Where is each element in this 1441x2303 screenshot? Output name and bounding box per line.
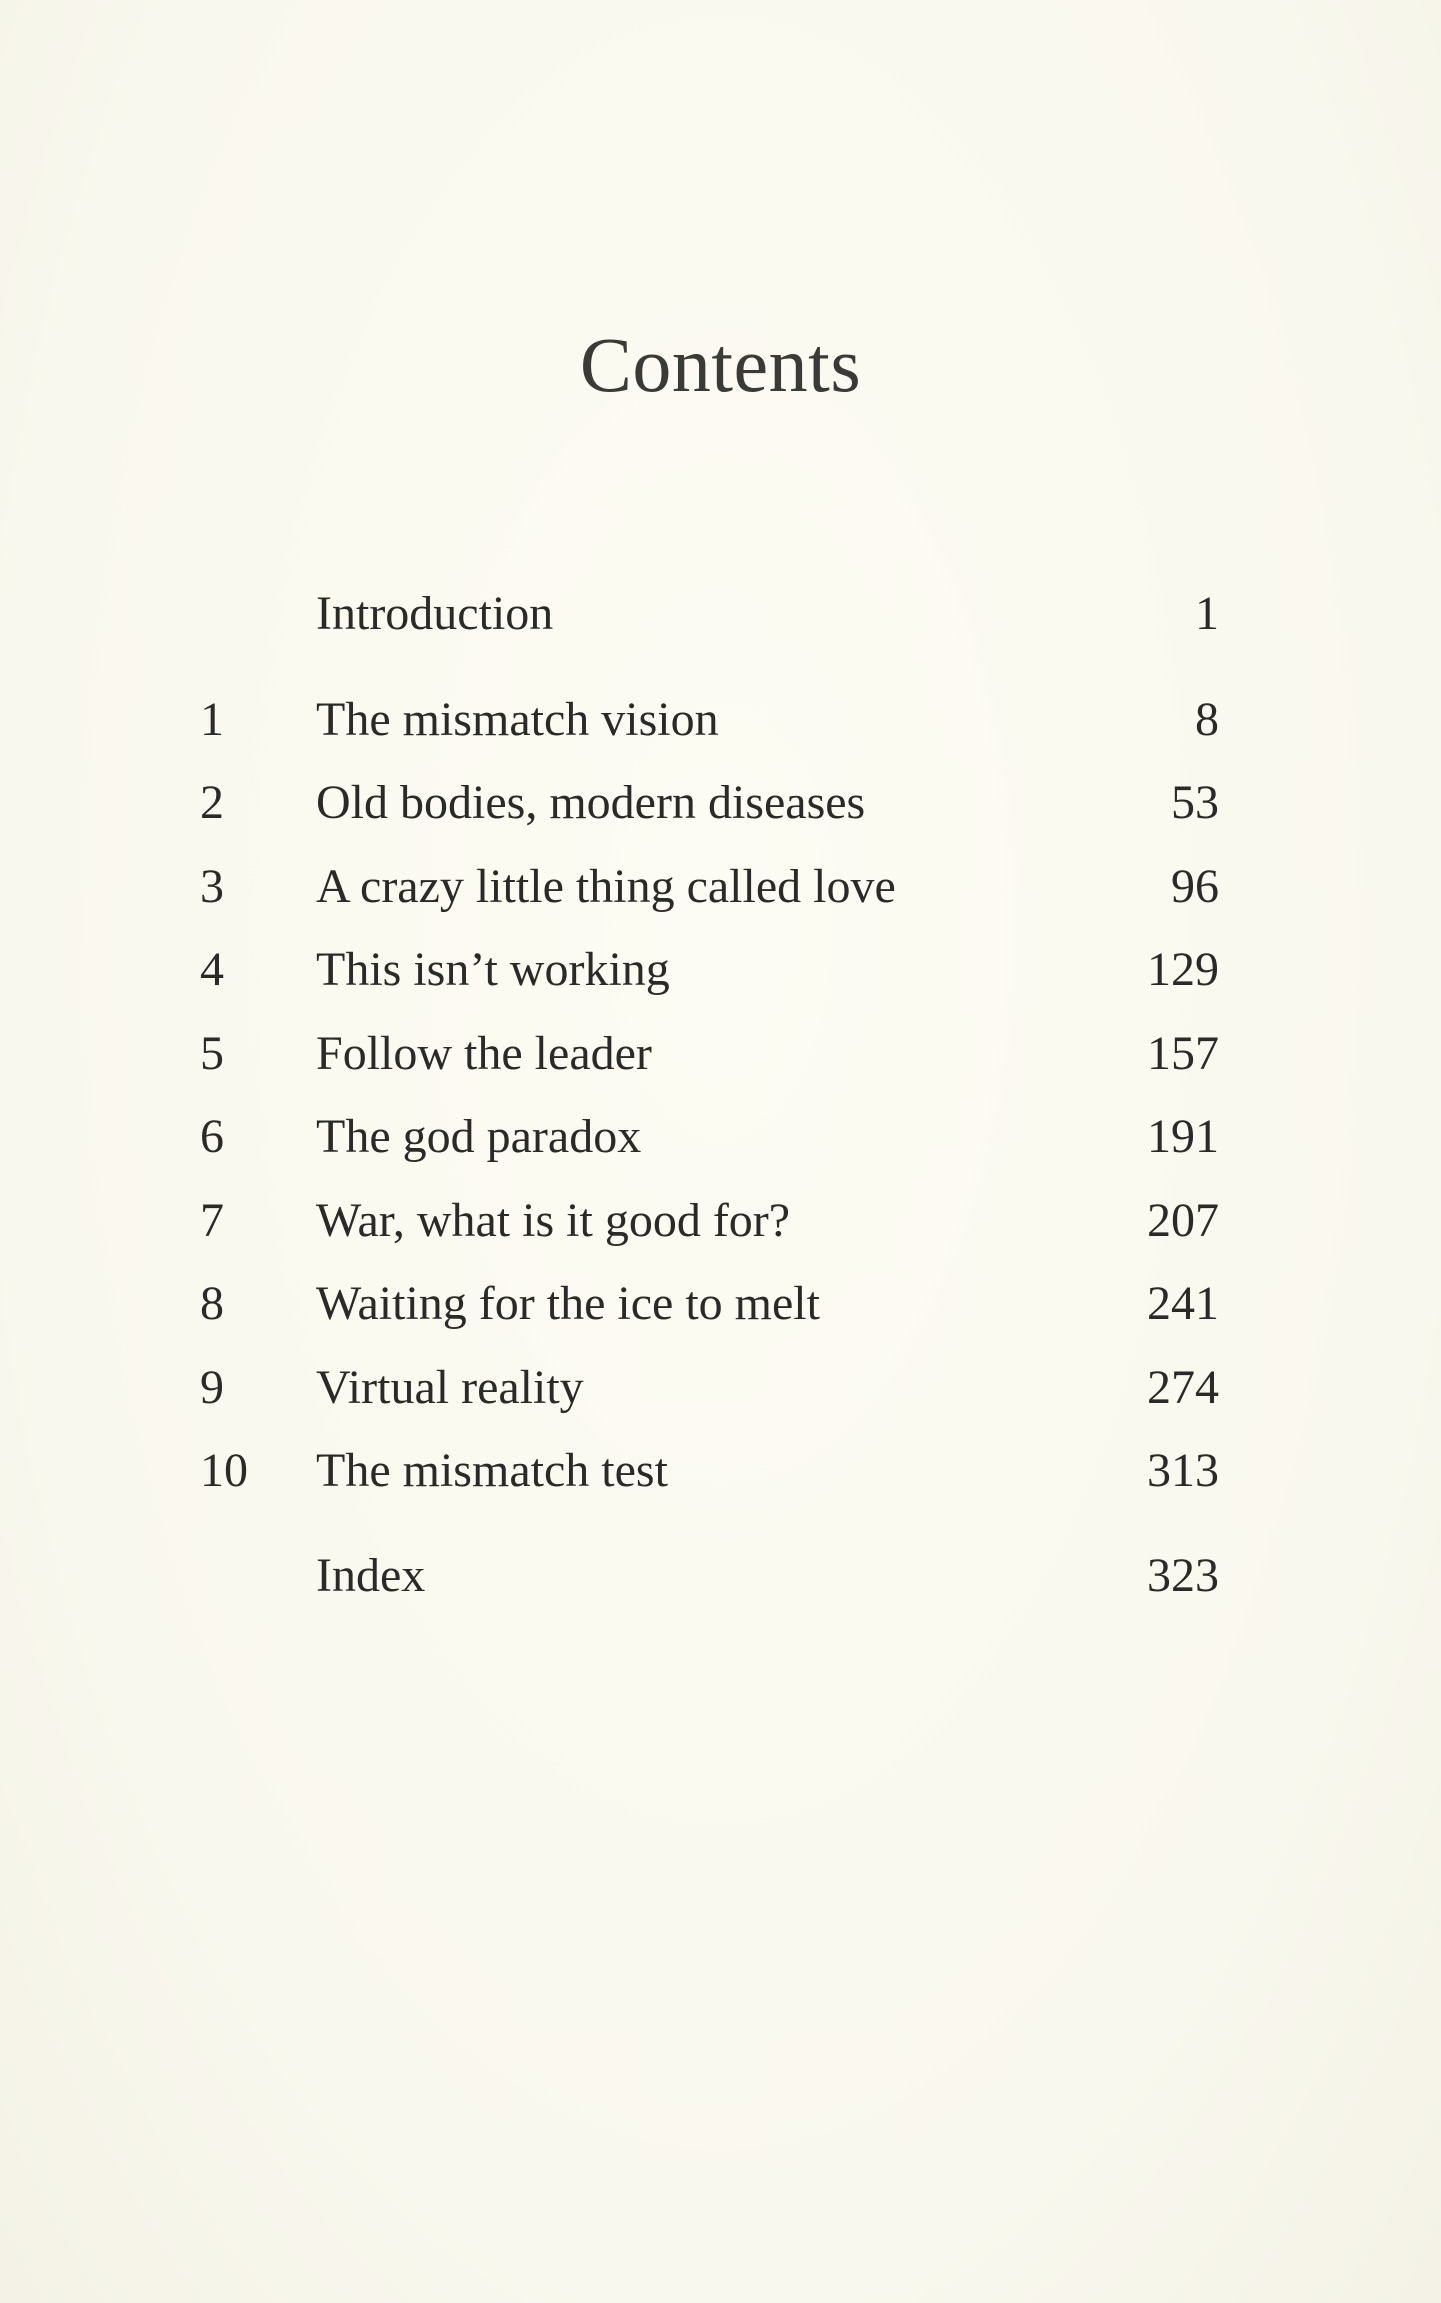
toc-entry-index: [0, 1546, 1441, 1606]
chapter-title: A crazy little thing called love: [316, 860, 896, 913]
toc-entry: [0, 1441, 1441, 1501]
toc-entry: [0, 857, 1441, 917]
page-number: 129: [1147, 943, 1219, 996]
chapter-title: Follow the leader: [316, 1027, 652, 1080]
page-title: Contents: [579, 321, 862, 408]
page-number: 313: [1147, 1444, 1219, 1497]
chapter-number: 5: [200, 1027, 224, 1080]
toc-entry: [0, 773, 1441, 833]
toc-entry: [0, 1191, 1441, 1251]
chapter-number: 8: [200, 1277, 224, 1330]
page-number: 323: [1147, 1549, 1219, 1602]
chapter-number: 3: [200, 860, 224, 913]
toc-entry: [0, 1274, 1441, 1334]
chapter-title: War, what is it good for?: [316, 1194, 791, 1247]
chapter-title: Old bodies, modern diseases: [316, 776, 866, 829]
chapter-title: Introduction: [316, 587, 554, 640]
chapter-number: 9: [200, 1361, 224, 1414]
toc-entry: [0, 940, 1441, 1000]
chapter-title: This isn’t working: [316, 943, 670, 996]
chapter-title: Virtual reality: [316, 1361, 584, 1414]
toc-entry: [0, 1024, 1441, 1084]
toc-entry: [0, 1107, 1441, 1167]
chapter-number: 1: [200, 693, 224, 746]
page-number: 53: [1171, 776, 1219, 829]
page-number: 1: [1195, 587, 1219, 640]
chapter-number: 7: [200, 1194, 224, 1247]
chapter-number: 6: [200, 1110, 224, 1163]
toc-entry: [0, 1358, 1441, 1418]
page-number: 157: [1147, 1027, 1219, 1080]
chapter-number: 4: [200, 943, 224, 996]
chapter-number: 2: [200, 776, 224, 829]
page-number: 207: [1147, 1194, 1219, 1247]
page-number: 274: [1147, 1361, 1219, 1414]
toc-entry: [0, 690, 1441, 750]
toc-entry-introduction: [0, 584, 1441, 644]
page-number: 8: [1195, 693, 1219, 746]
chapter-title: Waiting for the ice to melt: [316, 1277, 820, 1330]
chapter-number: 10: [200, 1444, 248, 1497]
chapter-title: Index: [316, 1549, 426, 1602]
chapter-title: The mismatch test: [316, 1444, 668, 1497]
chapter-title: The god paradox: [316, 1110, 642, 1163]
chapter-title: The mismatch vision: [316, 693, 719, 746]
page-number: 191: [1147, 1110, 1219, 1163]
page-number: 241: [1147, 1277, 1219, 1330]
page-number: 96: [1171, 860, 1219, 913]
